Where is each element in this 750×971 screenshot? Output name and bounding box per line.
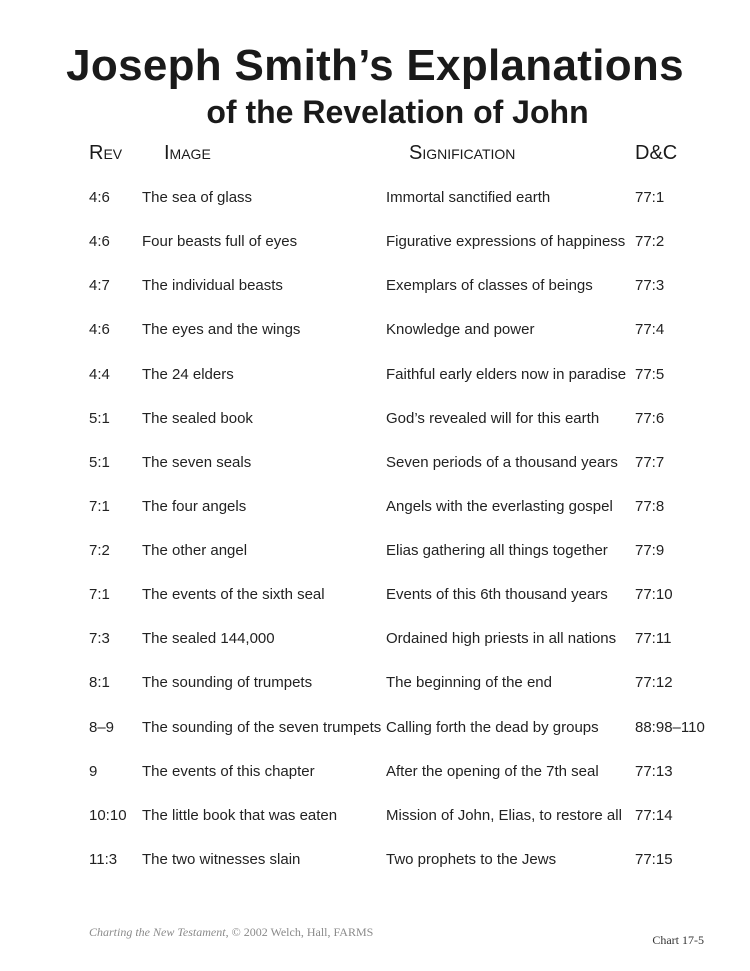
cell-rev: 4:7 (89, 277, 110, 294)
source-copyright: , © 2002 Welch, Hall, FARMS (225, 925, 374, 939)
cell-image: The events of the sixth seal (142, 586, 325, 603)
cell-rev: 8:1 (89, 674, 110, 691)
cell-dc: 77:2 (635, 233, 665, 250)
cell-image: The eyes and the wings (142, 321, 301, 338)
cell-image: The sounding of the seven trumpets (142, 719, 382, 736)
cell-dc: 77:15 (635, 851, 673, 868)
table-row (0, 584, 750, 606)
cell-dc: 77:7 (635, 454, 665, 471)
column-header-image: Image (164, 142, 211, 164)
page-subtitle: of the Revelation of John (206, 94, 589, 130)
cell-rev: 7:1 (89, 586, 110, 603)
cell-image: The sealed 144,000 (142, 630, 275, 647)
chart-number: Chart 17-5 (652, 933, 704, 947)
cell-image: The sea of glass (142, 189, 253, 206)
cell-signification: Figurative expressions of happiness (386, 233, 626, 250)
cell-rev: 4:4 (89, 366, 110, 383)
cell-rev: 4:6 (89, 233, 110, 250)
cell-image: The sealed book (142, 410, 253, 427)
cell-image: Four beasts full of eyes (142, 233, 298, 250)
cell-rev: 4:6 (89, 321, 110, 338)
cell-signification: Faithful early elders now in paradise (386, 366, 627, 383)
cell-dc: 77:4 (635, 321, 665, 338)
cell-image: The two witnesses slain (142, 851, 301, 868)
cell-rev: 7:3 (89, 630, 110, 647)
table-row (0, 187, 750, 209)
source-title: Charting the New Testament (89, 925, 226, 939)
table-row (0, 496, 750, 518)
cell-dc: 77:5 (635, 366, 665, 383)
column-header-signification: Signification (409, 142, 516, 164)
cell-rev: 5:1 (89, 410, 110, 427)
cell-rev: 11:3 (89, 851, 118, 868)
cell-signification: Ordained high priests in all nations (386, 630, 617, 647)
cell-signification: Knowledge and power (386, 321, 535, 338)
cell-image: The events of this chapter (142, 763, 315, 780)
cell-signification: Seven periods of a thousand years (386, 454, 618, 471)
cell-dc: 77:3 (635, 277, 665, 294)
table-row (0, 275, 750, 297)
cell-image: The four angels (142, 498, 247, 515)
cell-signification: Angels with the everlasting gospel (386, 498, 613, 515)
table-row (0, 717, 750, 739)
table-row (0, 628, 750, 650)
cell-signification: Mission of John, Elias, to restore all (386, 807, 622, 824)
cell-signification: God’s revealed will for this earth (386, 410, 600, 427)
table-row (0, 452, 750, 474)
cell-signification: Two prophets to the Jews (386, 851, 557, 868)
cell-signification: Exemplars of classes of beings (386, 277, 593, 294)
cell-image: The individual beasts (142, 277, 283, 294)
cell-rev: 5:1 (89, 454, 110, 471)
table-row (0, 231, 750, 253)
table-row (0, 408, 750, 430)
cell-image: The 24 elders (142, 366, 234, 383)
cell-dc: 88:98–110 (635, 719, 705, 736)
cell-image: The sounding of trumpets (142, 674, 313, 691)
column-header-rev: Rev (89, 142, 123, 164)
cell-image: The little book that was eaten (142, 807, 338, 824)
cell-signification: Elias gathering all things together (386, 542, 608, 559)
cell-signification: Events of this 6th thousand years (386, 586, 608, 603)
cell-signification: The beginning of the end (386, 674, 552, 691)
table-row (0, 672, 750, 694)
cell-rev: 10:10 (89, 807, 127, 824)
cell-dc: 77:6 (635, 410, 665, 427)
cell-rev: 7:1 (89, 498, 110, 515)
cell-image: The other angel (142, 542, 248, 559)
source-credit (89, 924, 373, 940)
cell-dc: 77:9 (635, 542, 665, 559)
cell-dc: 77:11 (635, 630, 672, 647)
cell-image: The seven seals (142, 454, 252, 471)
cell-dc: 77:1 (635, 189, 665, 206)
cell-rev: 9 (89, 763, 98, 780)
column-header-dc: D&C (635, 142, 678, 164)
page-title: Joseph Smith’s Explanations (66, 41, 684, 90)
cell-dc: 77:13 (635, 763, 673, 780)
cell-rev: 8–9 (89, 719, 115, 736)
table-row (0, 540, 750, 562)
cell-dc: 77:8 (635, 498, 665, 515)
cell-dc: 77:10 (635, 586, 673, 603)
cell-dc: 77:14 (635, 807, 673, 824)
cell-signification: Calling forth the dead by groups (386, 719, 599, 736)
table-row (0, 319, 750, 341)
cell-rev: 4:6 (89, 189, 110, 206)
table-row (0, 364, 750, 386)
table-row (0, 805, 750, 827)
cell-signification: After the opening of the 7th seal (386, 763, 599, 780)
cell-rev: 7:2 (89, 542, 110, 559)
cell-signification: Immortal sanctified earth (386, 189, 551, 206)
table-row (0, 761, 750, 783)
table-row (0, 849, 750, 871)
cell-dc: 77:12 (635, 674, 673, 691)
